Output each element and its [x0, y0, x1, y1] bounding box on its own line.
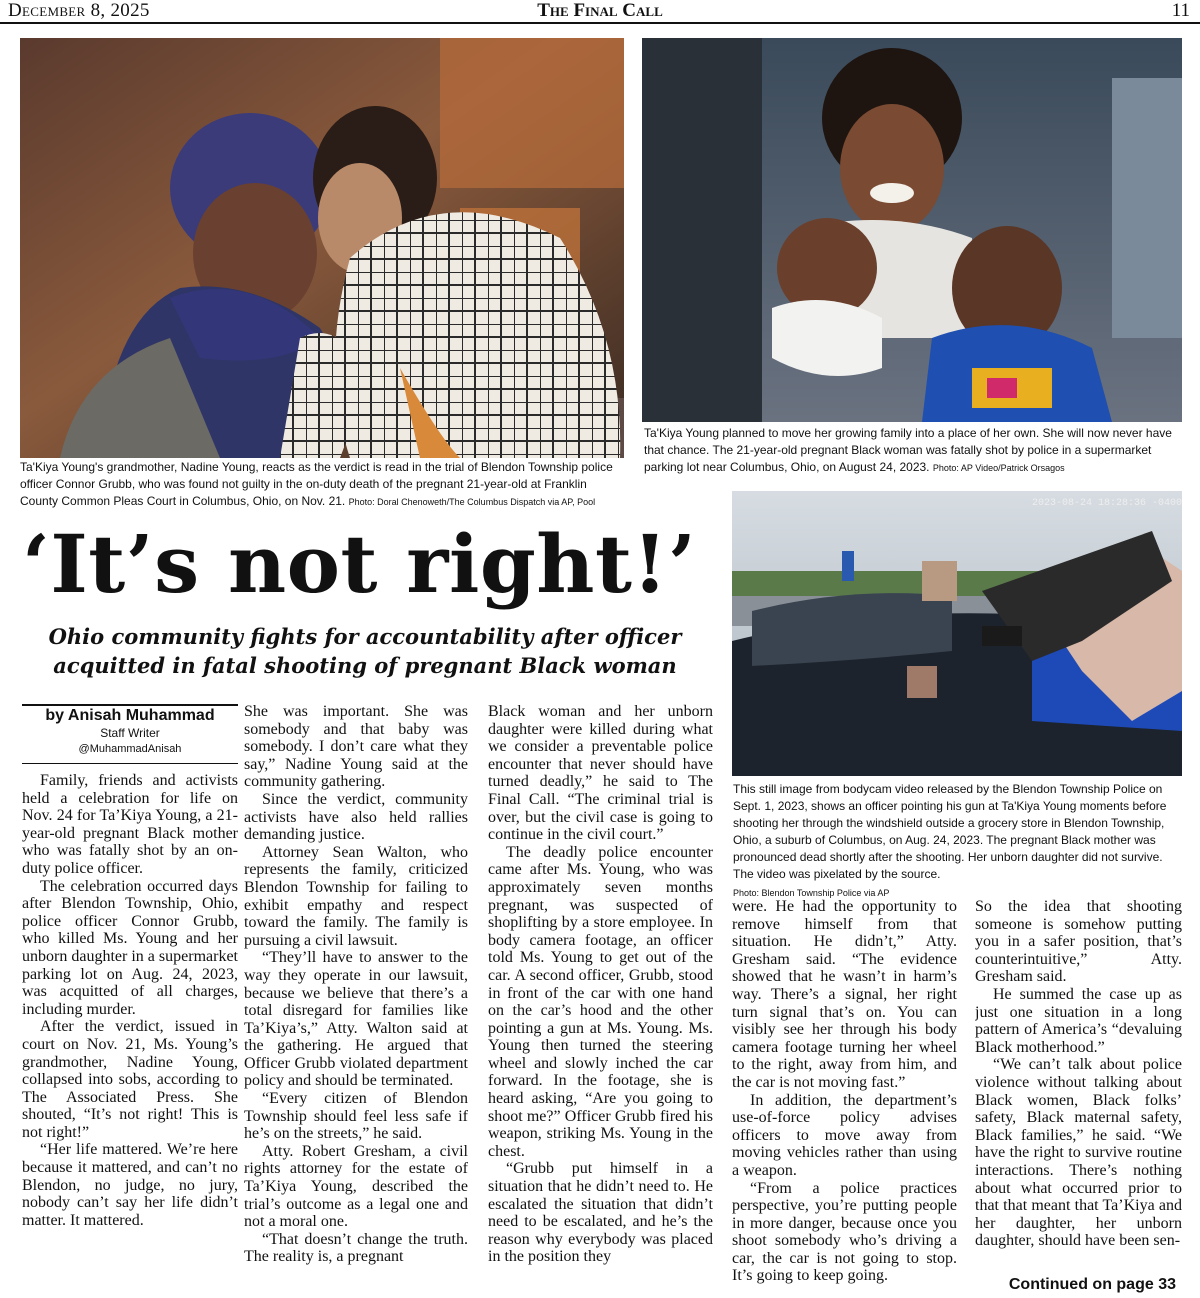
byline-rule-bottom	[22, 763, 238, 764]
photo-grandmother-courtroom	[20, 38, 624, 458]
photo-caption-bodycam	[733, 781, 1182, 902]
article-paragraph: “From a police practices perspective, you’re putting people in more danger, because once you shoot somebody who’s driving a car, the car is not going to stop. It’s going to keep going.	[732, 1179, 957, 1285]
byline-handle: @MuhammadAnisah	[78, 743, 182, 755]
photo-takiya-family	[642, 38, 1182, 422]
subheadline: Ohio community fights for accountability after officer acquitted in fatal shooting of pregnant Black woman	[48, 624, 682, 678]
issue-date: December 8, 2025	[8, 0, 150, 21]
article-column-3	[488, 703, 713, 1296]
photo-credit: Photo: Blendon Township Police via AP	[733, 888, 890, 898]
article-paragraph: were. He had the opportunity to remove himself from that situation. He didn’t,” Atty. Gresham said. “The evidence showed that he wasn’t in harm’s way. There’s a signal, her right turn signal that’s on. You can visibly see her through his body camera footage turning her wheel to the right, away from him, and the car is not moving fast.”	[732, 898, 957, 1091]
article-paragraph: “We can’t talk about police violence without talking about Black women, Black folks’ safety, Black maternal safety, Black families,” he said. “We have the right to survive routine interactions. There’s nothing about what occurred prior to that that meant that Ta’Kiya and her daughter, her unborn daughter, should have been sen-	[975, 1056, 1182, 1250]
bodycam-timestamp: 2023-08-24 18:28:36 -0400	[1032, 498, 1182, 509]
article-paragraph: “That doesn’t change the truth. The reality is, a pregnant	[244, 1230, 468, 1266]
article-paragraph: Since the verdict, community activists have also held rallies demanding justice.	[244, 790, 468, 844]
article-paragraph: The celebration occurred days after Blendon Township, Ohio, police officer Connor Grubb, who killed Ms. Young and her unborn daughter in a supermarket parking lot on Aug. 24, 2023, was acquitted of all charges, including murder.	[22, 877, 238, 1018]
article-column-5	[975, 898, 1182, 1276]
article-paragraph: “They’ll have to answer to the way they operate in our lawsuit, because we believe that there’s a total disregard for families like Ta’Kiya’s,” Atty. Walton said at the gathering. He argued that Officer Grubb violated department policy and should be terminated.	[244, 949, 468, 1090]
caption-text: Ta'Kiya Young planned to move her growing family into a place of her own. She will now never have that chance. The 21-year-old pregnant Black woman was fatally shot by police in a supermarket parking lot near Columbus, Ohio, on August 24, 2023.	[644, 426, 1172, 474]
article-paragraph: He summed the case up as just one situation in a long pattern of America’s “devaluing Black motherhood.”	[975, 985, 1182, 1056]
header-rule	[0, 22, 1200, 24]
page-number: 11	[1171, 0, 1190, 21]
article-paragraph: She was important. She was somebody and that baby was somebody. I don’t care what they say,” Nadine Young said at the community gathering.	[244, 703, 468, 791]
headline: ‘It’s not right!’	[22, 517, 697, 611]
byline-author: by Anisah Muhammad	[45, 707, 215, 724]
article-paragraph: “Her life mattered. We’re here because it mattered, and can’t no Blendon, no judge, no jury, nobody can’t say her life didn’t matter. It mattered.	[22, 1141, 238, 1229]
article-paragraph: Attorney Sean Walton, who represents the family, criticized Blendon Township for failing to exhibit empathy and respect toward the family. The family is pursuing a civil lawsuit.	[244, 843, 468, 949]
photo-credit: Photo: AP Video/Patrick Orsagos	[932, 463, 1065, 473]
article-column-2	[244, 703, 468, 1296]
photo-caption-family	[644, 425, 1182, 477]
article-paragraph: “Every citizen of Blendon Township should feel less safe if he’s on the streets,” he said.	[244, 1090, 468, 1143]
continued-jump: Continued on page 33	[1003, 1276, 1176, 1294]
article-column-1	[22, 772, 238, 1296]
byline-title: Staff Writer	[100, 726, 160, 740]
photo-bodycam-still	[732, 491, 1182, 776]
article-paragraph: The deadly police encounter came after Ms. Young, who was approximately seven months pregnant, was suspected of shoplifting by a store employee. In body camera footage, an officer told Ms. Young to get out of the car. A second officer, Grubb, stood in front of the car with one hand on the car’s hood and the other pointing a gun at Ms. Young. Ms. Young then turned the steering wheel and slowly inched the car forward. In the footage, she is heard asking, “Are you going to shoot me?” Officer Grubb fired his weapon, striking Ms. Young in the chest.	[488, 843, 713, 1160]
article-paragraph: In addition, the department’s use-of-force policy advises officers to move away from moving vehicles rather than using a weapon.	[732, 1091, 957, 1179]
article-paragraph: Atty. Robert Gresham, a civil rights attorney for the estate of Ta’Kiya Young, described the trial’s outcome as a legal one and not a moral one.	[244, 1142, 468, 1231]
publication-name: The Final Call	[537, 0, 663, 21]
photo-credit: Photo: Doral Chenoweth/The Columbus Dispatch via AP, Pool	[348, 497, 596, 507]
article-paragraph: Family, friends and activists held a celebration for life on Nov. 24 for Ta’Kiya Young, a 21-year-old pregnant Black mother who was fatally shot by an on-duty police officer.	[22, 772, 238, 877]
article-paragraph: So the idea that shooting someone is somehow putting you in a safer position, that’s counterintuitive,” Atty. Gresham said.	[975, 898, 1182, 986]
photo-caption-grandmother	[20, 459, 624, 511]
article-paragraph: “Grubb put himself in a situation that he didn’t need to. He escalated the situation that didn’t need to be escalated, and he’s the reason why everybody was placed in the position they	[488, 1160, 713, 1266]
caption-text: Ta'Kiya Young's grandmother, Nadine Young, reacts as the verdict is read in the trial of Blendon Township police officer Connor Grubb, who was found not guilty in the on-duty death of the pregnant 21-year-old at Franklin County Common Pleas Court in Columbus, Ohio, on Nov. 21.	[20, 460, 613, 508]
article-paragraph: After the verdict, issued in court on Nov. 21, Ms. Young’s grandmother, Nadine Young, collapsed into sobs, according to The Associated Press. She shouted, “It’s not right! This is not right!”	[22, 1018, 238, 1141]
caption-text: This still image from bodycam video released by the Blendon Township Police on Sept. 1, 2023, shows an officer pointing his gun at Ta'Kiya Young moments before shooting her through the windshield outside a grocery store in Blendon Township, Ohio, a suburb of Columbus, on Aug. 24, 2023. The pregnant Black mother was pronounced dead shortly after the shooting. Her unborn daughter did not survive. The video was pixelated by the source.	[733, 782, 1167, 881]
article-paragraph: Black woman and her unborn daughter were killed during what we consider a preventable police encounter that never should have turned deadly,” he said to The Final Call. “The criminal trial is over, but the civil case is going to continue in the civil court.”	[488, 703, 713, 844]
article-column-4	[732, 898, 957, 1296]
